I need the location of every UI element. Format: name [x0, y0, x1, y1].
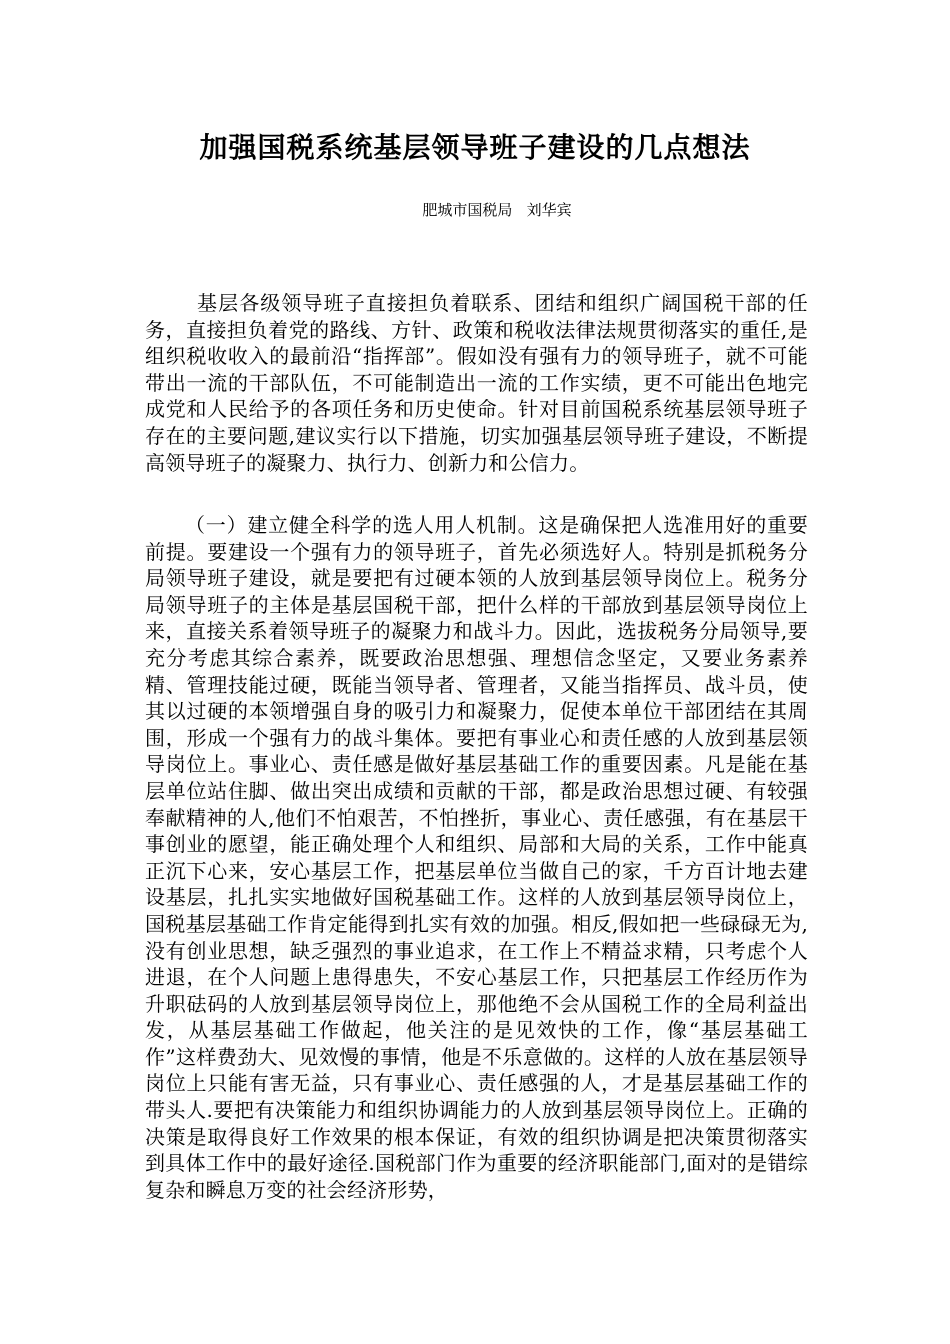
body-paragraph-section-1: （一）建立健全科学的选人用人机制。这是确保把人选准用好的重要前提。要建设一个强有力的领导班子，首先必须选好人。特别是抓税务分局领导班子建设，就是要把有过硬本领的人放到基层领导岗位上。税务分局领导班子的主体是基层国税干部，把什么样的干部放到基层领导岗位上来，直接关系着领导班子的凝聚力和战斗力。因此，选拔税务分局领导,要充分考虑其综合素养，既要政治思想强、理想信念坚定，又要业务素养精、管理技能过硬，既能当领导者、管理者，又能当指挥员、战斗员，使其以过硬的本领增强自身的吸引力和凝聚力，促使本单位干部团结在其周围，形成一个强有力的战斗集体。要把有事业心和责任感的人放到基层领导岗位上。事业心、责任感是做好基层基础工作的重要因素。凡是能在基层单位站住脚、做出突出成绩和贡献的干部，都是政治思想过硬、有较强奉献精神的人,他们不怕艰苦，不怕挫折，事业心、责任感强，有在基层干事创业的愿望，能正确处理个人和组织、局部和大局的关系，工作中能真正沉下心来，安心基层工作，把基层单位当做自己的家，千方百计地去建设基层，扎扎实实地做好国税基础工作。这样的人放到基层领导岗位上，国税基层基础工作肯定能得到扎实有效的加强。相反,假如把一些碌碌无为,没有创业思想，缺乏强烈的事业追求，在工作上不精益求精，只考虑个人进退，在个人问题上患得患失，不安心基层工作，只把基层工作经历作为升职砝码的人放到基层领导岗位上，那他绝不会从国税工作的全局利益出发，从基层基础工作做起，他关注的是见效快的工作，像“基层基础工作”这样费劲大、见效慢的事情，他是不乐意做的。这样的人放在基层领导岗位上只能有害无益，只有事业心、责任感强的人，才是基层基础工作的带头人.要把有决策能力和组织协调能力的人放到基层领导岗位上。正确的决策是取得良好工作效果的根本保证，有效的组织协调是把决策贯彻落实到具体工作中的最好途径.国税部门作为重要的经济职能部门,面对的是错综复杂和瞬息万变的社会经济形势，	[145, 513, 808, 1202]
document-title: 加强国税系统基层领导班子建设的几点想法	[199, 131, 751, 164]
author-byline: 肥城市国税局 刘华宾	[422, 201, 572, 219]
body-paragraph-intro: 基层各级领导班子直接担负着联系、团结和组织广阔国税干部的任务，直接担负着党的路线、方针、政策和税收法律法规贯彻落实的重任,是组织税收收入的最前沿“指挥部”。假如没有强有力的领导班子，就不可能带出一流的干部队伍，不可能制造出一流的工作实绩，更不可能出色地完成党和人民给予的各项任务和历史使命。针对目前国税系统基层领导班子存在的主要问题,建议实行以下措施，切实加强基层领导班子建设，不断提高领导班子的凝聚力、执行力、创新力和公信力。	[145, 291, 808, 475]
